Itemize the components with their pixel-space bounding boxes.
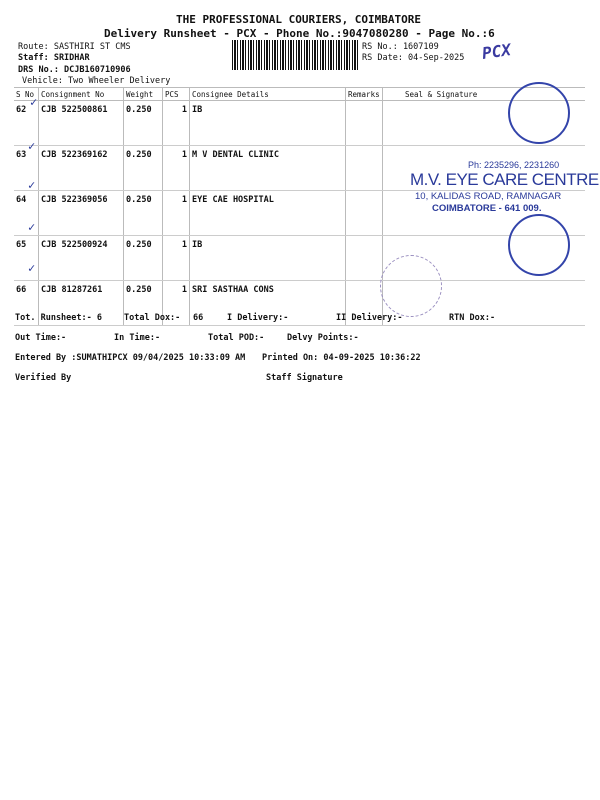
checkmark-icon: ✓ xyxy=(28,139,36,153)
in-time: In Time:- xyxy=(114,333,161,343)
checkmark-icon: ✓ xyxy=(28,261,36,275)
stamp-city: COIMBATORE - 641 009. xyxy=(432,203,542,214)
col-pcs: PCS xyxy=(163,88,190,101)
weight: 0.250 xyxy=(124,101,163,146)
pcs: 1 xyxy=(163,281,190,326)
consignee: M V DENTAL CLINIC xyxy=(190,146,346,191)
consignment-no: CJB 522369162 xyxy=(39,146,124,191)
sno: 63 xyxy=(14,146,39,191)
consignment-no: CJB 522369056 xyxy=(39,191,124,236)
pcs: 1 xyxy=(163,146,190,191)
tot-runsheet: Tot. Runsheet:- 6 xyxy=(15,313,102,323)
table-row xyxy=(14,101,585,146)
pcs: 1 xyxy=(163,191,190,236)
printed-on: Printed On: 04-09-2025 10:36:22 xyxy=(262,353,421,363)
total-pod: Total POD:- xyxy=(208,333,265,343)
table-header xyxy=(14,88,585,101)
bank-seal-stamp xyxy=(508,82,570,144)
checkmark-icon: ✓ xyxy=(28,178,36,192)
weight: 0.250 xyxy=(124,236,163,281)
entered-by: Entered By :SUMATHIPCX 09/04/2025 10:33:09 AM xyxy=(15,353,246,363)
weight: 0.250 xyxy=(124,191,163,236)
col-sno: S No xyxy=(14,88,39,101)
pcx-stamp: PCX xyxy=(480,40,513,63)
route: Route: SASTHIRI ST CMS xyxy=(18,42,131,52)
out-time: Out Time:- xyxy=(15,333,67,343)
stamp-phone: Ph: 2235296, 2231260 xyxy=(468,160,560,170)
rtn-dox: RTN Dox:- xyxy=(449,313,496,323)
stamp-address: 10, KALIDAS ROAD, RAMNAGAR xyxy=(415,191,562,202)
bank-seal-stamp xyxy=(508,214,570,276)
checkmark-icon: ✓ xyxy=(28,220,36,234)
consignment-no: CJB 522500861 xyxy=(39,101,124,146)
vehicle: Vehicle: Two Wheeler Delivery xyxy=(22,76,171,86)
sno: 65 xyxy=(14,236,39,281)
runsheet-subtitle: Delivery Runsheet - PCX - Phone No.:9047080280 - Page No.:6 xyxy=(104,27,495,40)
col-weight: Weight xyxy=(124,88,163,101)
sno: 62 xyxy=(14,101,39,146)
total-dox: Total Dox:- xyxy=(124,313,181,323)
ii-delivery: II Delivery:- xyxy=(336,313,403,323)
rs-date: RS Date: 04-Sep-2025 xyxy=(362,53,465,63)
staff: Staff: SRIDHAR xyxy=(18,53,90,63)
drs-no: DRS No.: DCJB160710906 xyxy=(18,65,131,75)
consignee: IB xyxy=(190,101,346,146)
consignee: IB xyxy=(190,236,346,281)
barcode xyxy=(232,40,360,70)
col-remarks: Remarks xyxy=(346,88,383,101)
consignment-no: CJB 522500924 xyxy=(39,236,124,281)
company-title: THE PROFESSIONAL COURIERS, COIMBATORE xyxy=(176,13,422,26)
col-consignee: Consignee Details xyxy=(190,88,346,101)
pcs: 1 xyxy=(163,236,190,281)
stamp-name: M.V. EYE CARE CENTRE xyxy=(410,170,599,189)
col-seal: Seal & Signature xyxy=(383,88,586,101)
weight: 0.250 xyxy=(124,281,163,326)
sno: 64 xyxy=(14,191,39,236)
table-row xyxy=(14,236,585,281)
sno: 66 xyxy=(14,281,39,326)
delvy-points: Delvy Points:- xyxy=(287,333,359,343)
consignment-no: CJB 81287261 xyxy=(39,281,124,326)
col-consignment: Consignment No xyxy=(39,88,124,101)
i-delivery: I Delivery:- xyxy=(227,313,289,323)
pcs: 1 xyxy=(163,101,190,146)
consignee: EYE CAE HOSPITAL xyxy=(190,191,346,236)
round-seal-stamp xyxy=(380,255,442,317)
total-dox-value: 66 xyxy=(193,313,204,323)
weight: 0.250 xyxy=(124,146,163,191)
consignee: SRI SASTHAA CONS xyxy=(190,281,346,326)
verified-by: Verified By xyxy=(15,373,72,383)
checkmark-icon: ✓ xyxy=(30,95,38,109)
rs-no: RS No.: 1607109 xyxy=(362,42,439,52)
staff-signature: Staff Signature xyxy=(266,373,343,383)
